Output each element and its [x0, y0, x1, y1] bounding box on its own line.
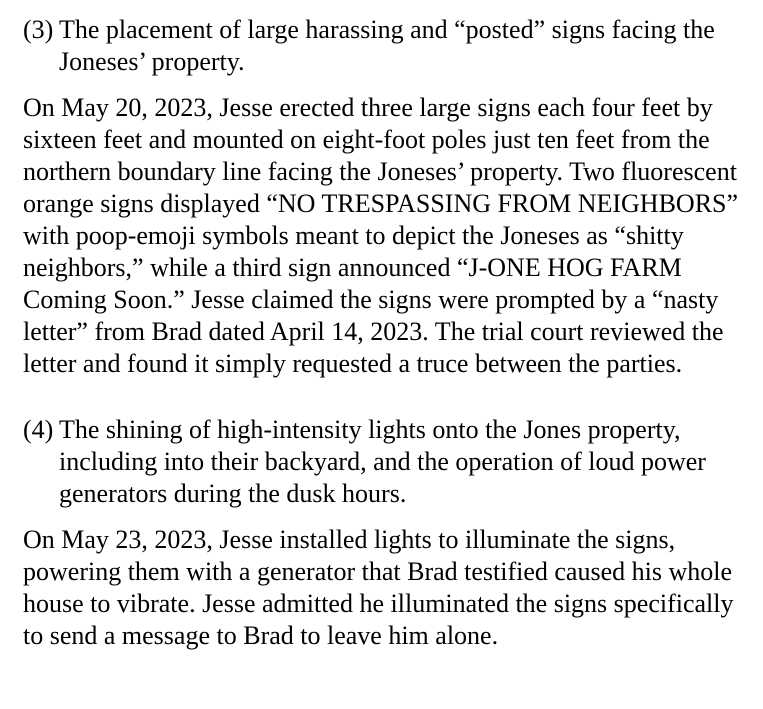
list-item-number: (3) — [23, 15, 54, 44]
body-paragraph-signs: On May 20, 2023, Jesse erected three large signs each four feet by sixteen feet and mounted on eight-foot poles just ten feet from the northern boundary line facing the Joneses’ property. Two fluorescent orange signs displayed “NO TRESPASSING FROM NEIGHBORS” with poop-emoji symbols meant to depict the Joneses as “shitty neighbors,” while a third sign announced “J-ONE HOG FARM Coming Soon.” Jesse claimed the signs were prompted by a “nasty letter” from Brad dated April 14, 2023. The trial court reviewed the letter and found it simply requested a truce between the parties. — [23, 93, 739, 378]
list-item-4 — [23, 414, 741, 510]
list-item-3 — [23, 14, 741, 78]
body-paragraph-lights: On May 23, 2023, Jesse installed lights to illuminate the signs, powering them with a generator that Brad testified caused his whole house to vibrate. Jesse admitted he illuminated the signs specifically to send a message to Brad to leave him alone. — [23, 525, 734, 650]
list-item-text: The placement of large harassing and “posted” signs facing the Joneses’ property. — [59, 15, 715, 76]
list-item-number: (4) — [23, 415, 54, 444]
list-item-text: The shining of high-intensity lights onto the Jones property, including into their backyard, and the operation of loud power generators during the dusk hours. — [59, 415, 706, 508]
